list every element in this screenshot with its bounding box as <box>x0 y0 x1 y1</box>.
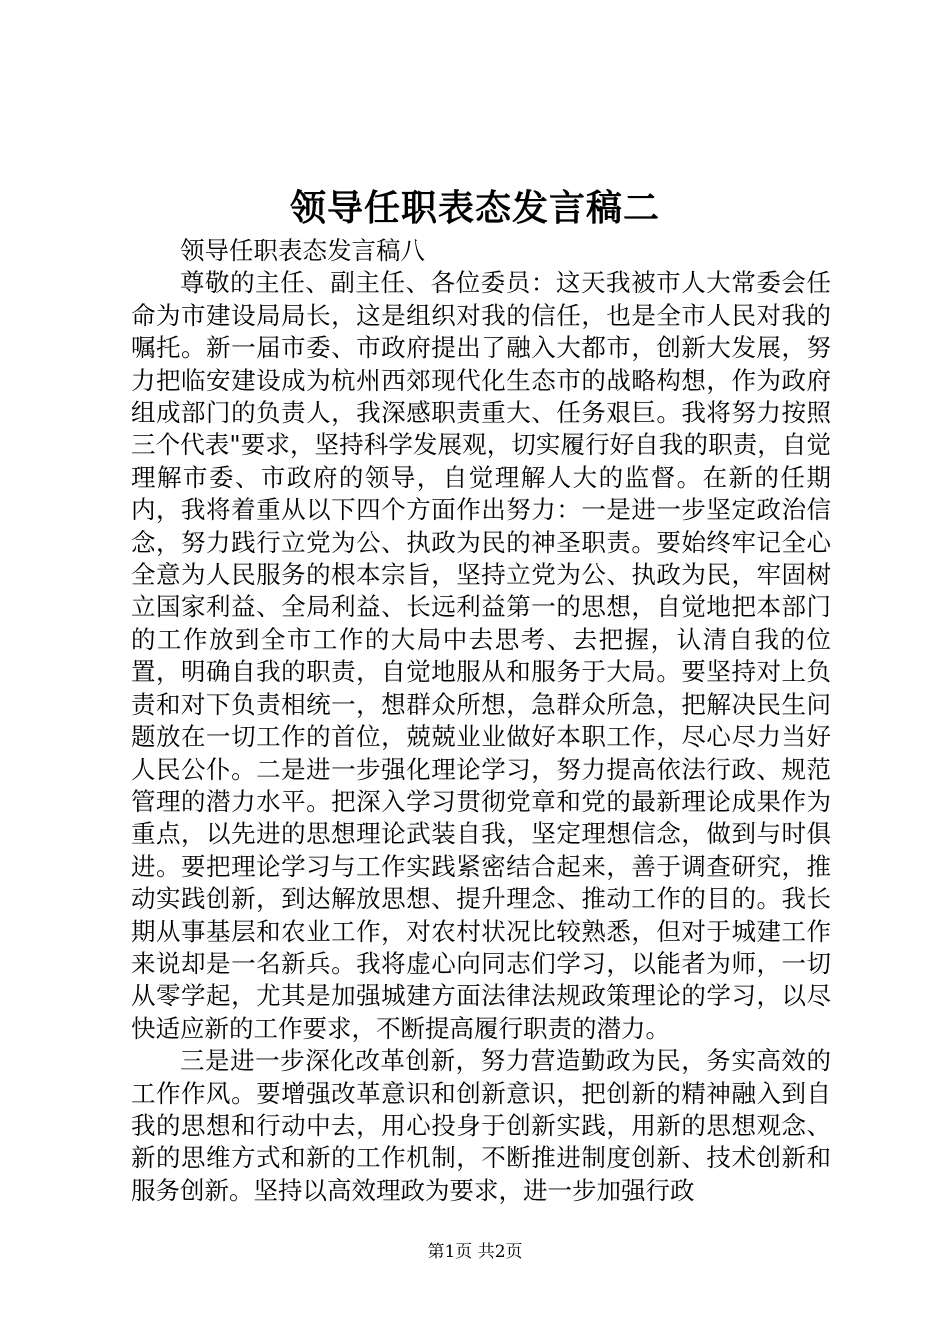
body-paragraph-2: 三是进一步深化改革创新，努力营造勤政为民，务实高效的工作作风。要增强改革意识和创新意识，把创新的精神融入到自我的思想和行动中去，用心投身于创新实践，用新的思想观念、新的思维方式和新的工作机制，不断推进制度创新、技术创新和服务创新。坚持以高效理政为要求，进一步加强行政 <box>131 1046 831 1205</box>
document-subtitle-paragraph: 领导任职表态发言稿八 <box>180 236 425 265</box>
document-title: 领导任职表态发言稿二 <box>289 187 660 229</box>
document-body <box>131 235 831 1207</box>
page-number-footer: 第1页 共2页 <box>427 1242 523 1262</box>
body-paragraph-1: 尊敬的主任、副主任、各位委员：这天我被市人大常委会任命为市建设局局长，这是组织对我的信任，也是全市人民对我的嘱托。新一届市委、市政府提出了融入大都市，创新大发展，努力把临安建设成为杭州西郊现代化生态市的战略构想，作为政府组成部门的负责人，我深感职责重大、任务艰巨。我将努力按照三个代表"要求，坚持科学发展观，切实履行好自我的职责，自觉理解市委、市政府的领导，自觉理解人大的监督。在新的任期内，我将着重从以下四个方面作出努力：一是进一步坚定政治信念，努力践行立党为公、执政为民的神圣职责。要始终牢记全心全意为人民服务的根本宗旨，坚持立党为公、执政为民，牢固树立国家利益、全局利益、长远利益第一的思想，自觉地把本部门的工作放到全市工作的大局中去思考、去把握，认清自我的位置，明确自我的职责，自觉地服从和服务于大局。要坚持对上负责和对下负责相统一，想群众所想，急群众所急，把解决民生问题放在一切工作的首位，兢兢业业做好本职工作，尽心尽力当好人民公仆。二是进一步强化理论学习，努力提高依法行政、规范管理的潜力水平。把深入学习贯彻党章和党的最新理论成果作为重点，以先进的思想理论武装自我，坚定理想信念，做到与时俱进。要把理论学习与工作实践紧密结合起来，善于调查研究，推动实践创新，到达解放思想、提升理念、推动工作的目的。我长期从事基层和农业工作，对农村状况比较熟悉，但对于城建工作来说却是一名新兵。我将虚心向同志们学习，以能者为师，一切从零学起，尤其是加强城建方面法律法规政策理论的学习，以尽快适应新的工作要求，不断提高履行职责的潜力。 <box>131 268 831 1043</box>
